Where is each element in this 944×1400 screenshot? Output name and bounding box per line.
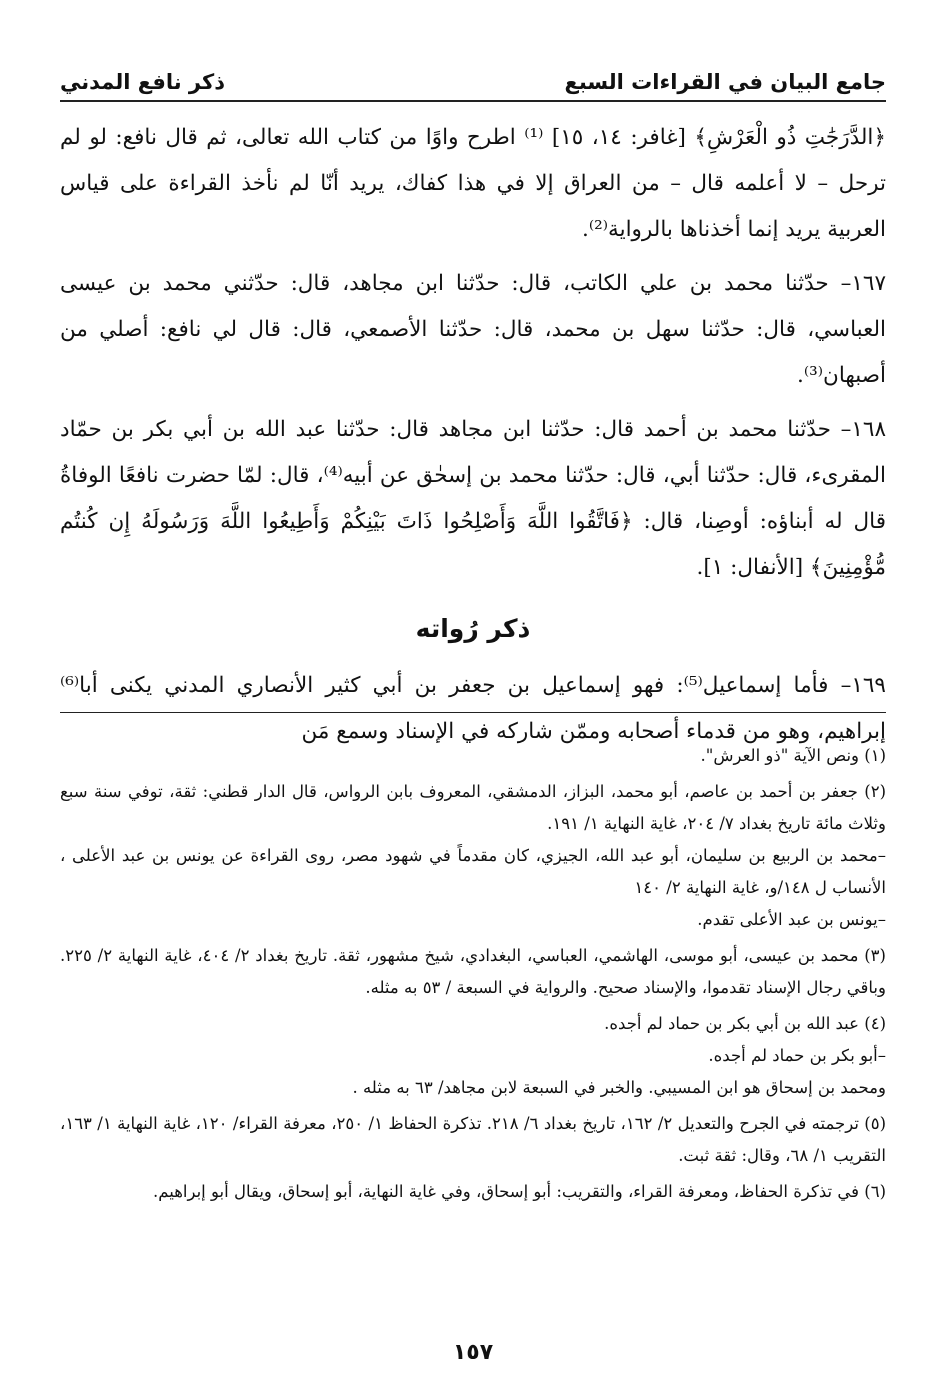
book-title: جامع البيان في القراءات السبع	[564, 70, 886, 94]
footnote-line: (٥) ترجمته في الجرح والتعديل ٢/ ١٦٢، تاريخ بغداد ٦/ ٢١٨. تذكرة الحفاظ ١/ ٢٥٠، معرفة القراء/ ١٢٠، غاية النهاية ١/ ١٦٣، التقريب ١/ ٦٨، وقال: ثقة ثبت.	[60, 1114, 887, 1165]
running-header	[60, 54, 886, 102]
book-page	[60, 0, 886, 1400]
footnote-line: (٣) محمد بن عيسى، أبو موسى، الهاشمي، العباسي، البغدادي، شيخ مشهور، ثقة. تاريخ بغداد ٢/ ٤٠٤، غاية النهاية ٢/ ٢٢٥. وباقي رجال الإسناد تقدموا، والإسناد صحيح. والرواية في السبعة / ٥٣ به مثله.	[60, 946, 886, 997]
footnote-3	[60, 940, 886, 1004]
footnotes	[60, 740, 886, 1212]
footnote-line: (٢) جعفر بن أحمد بن عاصم، أبو محمد، البزاز، الدمشقي، المعروف بابن الرواس، قال الدار قطني: ثقة، توفي سنة سبع وثلاث مائة تاريخ بغداد ٧/ ٢٠٤، غاية النهاية ١/ ١٩١.	[60, 782, 886, 833]
paragraph: ﴿الدَّرَجَٰتِ ذُو الْعَرْشِ﴾ [غافر: ١٤، ١٥] ⁽¹⁾ اطرح واوًا من كتاب الله تعالى، ثم قال نافع: لو لم ترحل – لا أعلمه قال – من العراق إلا في هذا كفاك، يريد أنّا لم نأخذ القراءة على قياس العربية يريد إنما أخذناها بالرواية⁽²⁾.	[60, 125, 886, 242]
footnote-line: –أبو بكر بن حماد لم أجده.	[708, 1046, 886, 1065]
page-number: ١٥٧	[452, 1340, 494, 1365]
section-title: ذكر نافع المدني	[60, 70, 225, 94]
footnote-divider	[60, 712, 886, 713]
footnote-line: ومحمد بن إسحاق هو ابن المسيبي. والخبر في السبعة لابن مجاهد/ ٦٣ به مثله .	[352, 1078, 886, 1097]
main-text	[60, 115, 886, 763]
footnote-5	[60, 1108, 886, 1172]
footnote-line: (٦) في تذكرة الحفاظ، ومعرفة القراء، والتقريب: أبو إسحاق، وفي غاية النهاية، أبو إسحاق، ويقال أبو إبراهيم.	[153, 1182, 886, 1201]
paragraph: ١٦٨– حدّثنا محمد بن أحمد قال: حدّثنا ابن مجاهد قال: حدّثنا عبد الله بن أبي بكر بن حمّاد المقرىء، قال: حدّثنا أبي، قال: حدّثنا محمد بن إسحٰق عن أبيه⁽⁴⁾، قال: لمّا حضرت نافعًا الوفاةُ قال له أبناؤه: أوصِنا، قال: ﴿فَاتَّقُوا اللَّهَ وَأَصْلِحُوا ذَاتَ بَيْنِكُمْ وَأَطِيعُوا اللَّهَ وَرَسُولَهُ إِن كُنتُم مُّؤْمِنِينَ﴾ [الأنفال: ١].	[60, 417, 886, 580]
footnote-line: –يونس بن عبد الأعلى تقدم.	[697, 910, 886, 929]
footnote-6	[60, 1176, 886, 1208]
footnote-line: (٤) عبد الله بن أبي بكر بن حماد لم أجده.	[604, 1014, 886, 1033]
footnote-4	[60, 1008, 886, 1104]
footnote-1	[60, 740, 886, 772]
footnote-line: –محمد بن الربيع بن سليمان، أبو عبد الله، الجيزي، كان مقدماً في شهود مصر، روى القراءة عن يونس بن عبد الأعلى ، الأنساب ل ١٤٨/و، غاية النهاية ٢/ ١٤٠	[60, 846, 886, 897]
paragraph: ١٦٧– حدّثنا محمد بن علي الكاتب، قال: حدّثنا ابن مجاهد، قال: حدّثني محمد بن عيسى العباسي، قال: حدّثنا سهل بن محمد، قال: حدّثنا الأصمعي، قال: قال لي نافع: أصلي من أصبهان⁽³⁾.	[60, 271, 886, 388]
paragraph: ١٦٩– فأما إسماعيل⁽⁵⁾: فهو إسماعيل بن جعفر بن أبي كثير الأنصاري المدني يكنى أبا⁽⁶⁾ إبراهيم، وهو من قدماء أصحابه وممّن شاركه في الإسناد وسمع مَن	[60, 673, 886, 744]
footnote-2	[60, 776, 886, 936]
section-heading: ذكر رُواته	[415, 614, 531, 643]
footnote-line: (١) ونص الآية "ذو العرش".	[700, 746, 886, 765]
